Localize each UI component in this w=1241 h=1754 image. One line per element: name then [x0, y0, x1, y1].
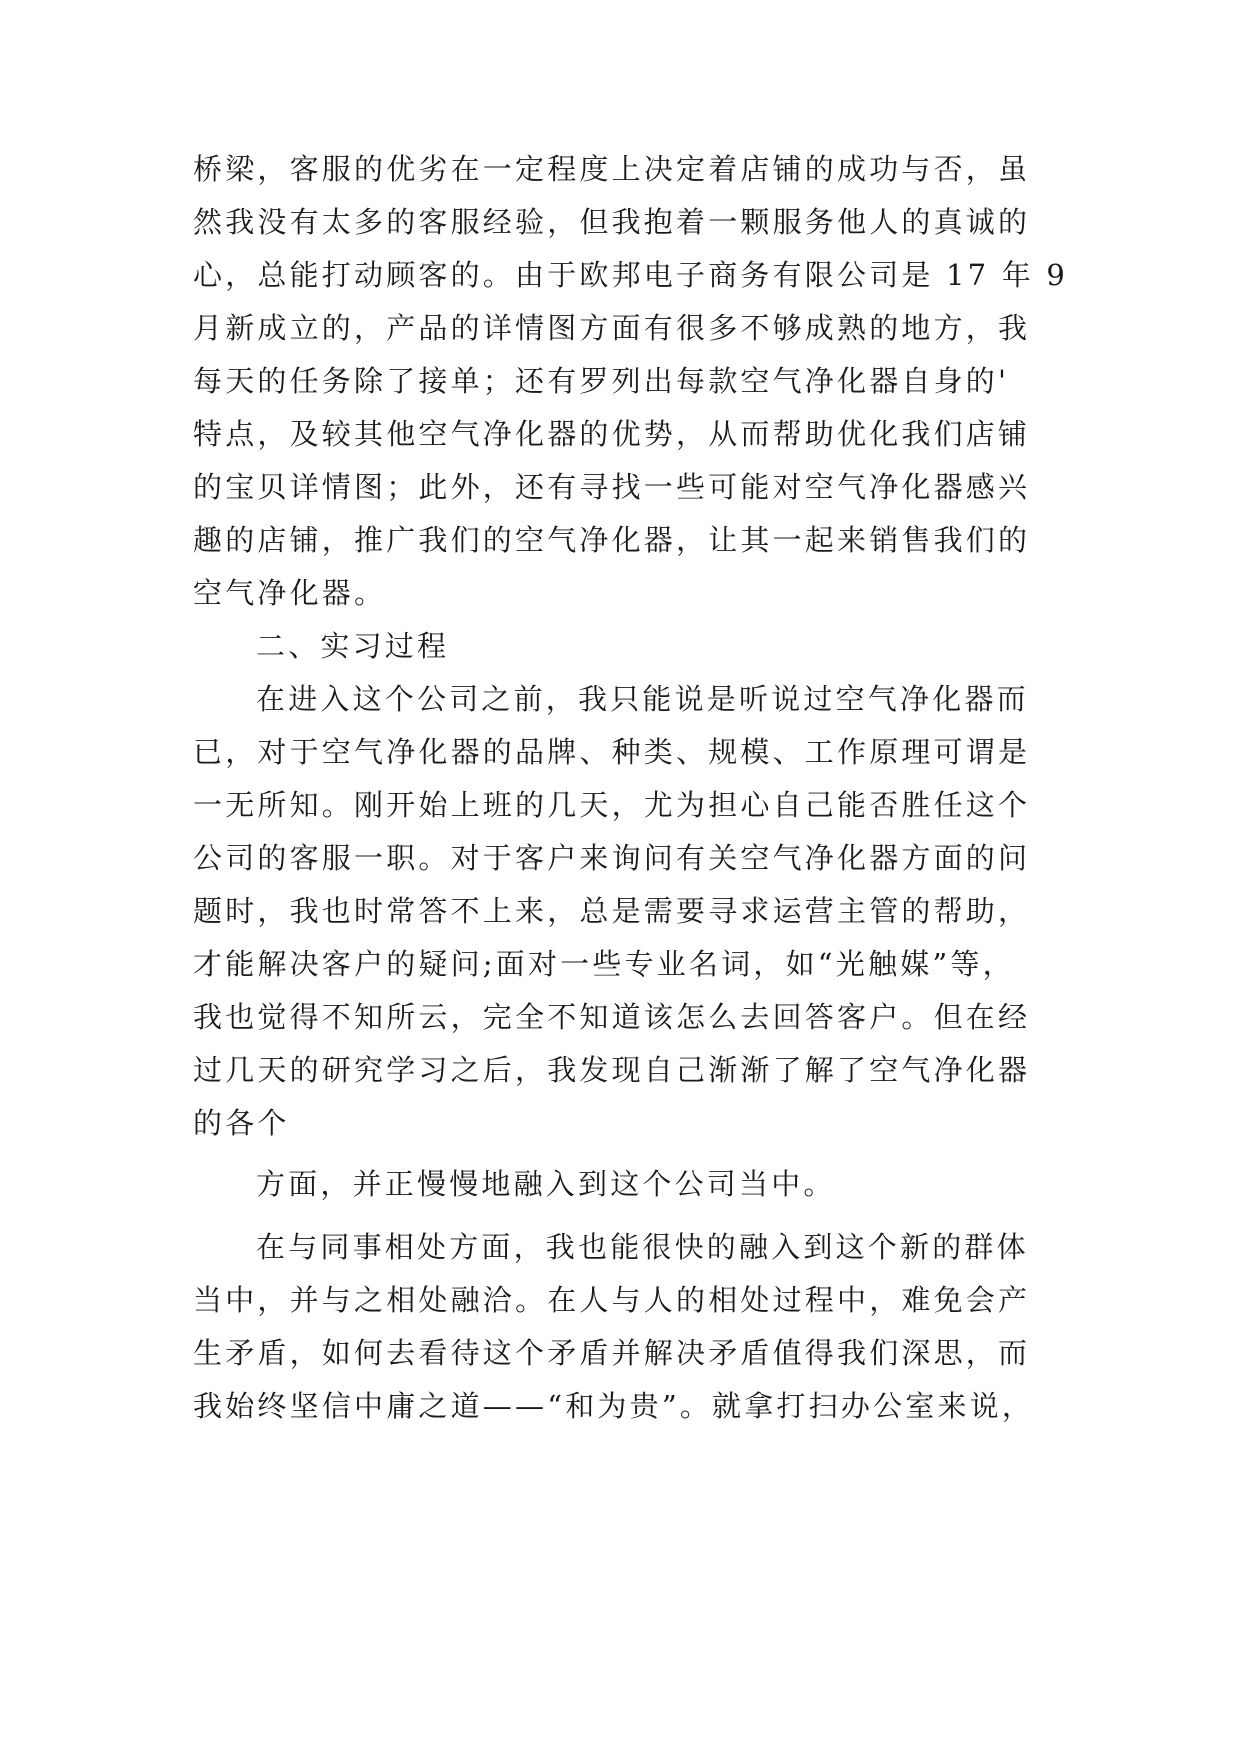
text-line: 空气净化器。 — [193, 576, 387, 610]
text-line: 一无所知。刚开始上班的几天，尤为担心自己能否胜任这个 — [193, 788, 1031, 822]
text-line: 公司的客服一职。对于客户来询问有关空气净化器方面的问 — [193, 841, 1031, 875]
text-line: 每天的任务除了接单；还有罗列出每款空气净化器自身的' — [193, 364, 1010, 398]
text-line: 已，对于空气净化器的品牌、种类、规模、工作原理可谓是 — [193, 735, 1031, 769]
text-line: 方面，并正慢慢地融入到这个公司当中。 — [256, 1167, 836, 1201]
text-line: 我也觉得不知所云，完全不知道该怎么去回答客户。但在经 — [193, 1000, 1031, 1034]
text-line: 的宝贝详情图；此外，还有寻找一些可能对空气净化器感兴 — [193, 470, 1031, 504]
text-line: 然我没有太多的客服经验，但我抱着一颗服务他人的真诚的 — [193, 205, 1031, 239]
text-line: 桥梁，客服的优劣在一定程度上决定着店铺的成功与否，虽 — [193, 152, 1031, 186]
text-line: 趣的店铺，推广我们的空气净化器，让其一起来销售我们的 — [193, 523, 1031, 557]
text-line: 在与同事相处方面，我也能很快的融入到这个新的群体 — [256, 1230, 1029, 1264]
text-line: 我始终坚信中庸之道——“和为贵”。就拿打扫办公室来说， — [193, 1389, 1035, 1423]
text-line: 过几天的研究学习之后，我发现自己渐渐了解了空气净化器 — [193, 1053, 1031, 1087]
text-line: 心，总能打动顾客的。由于欧邦电子商务有限公司是 17 年 9 — [193, 258, 1069, 292]
text-line: 生矛盾，如何去看待这个矛盾并解决矛盾值得我们深思，而 — [193, 1336, 1031, 1370]
text-line: 当中，并与之相处融洽。在人与人的相处过程中，难免会产 — [193, 1283, 1031, 1317]
text-line: 题时，我也时常答不上来，总是需要寻求运营主管的帮助， — [193, 894, 1031, 928]
text-line: 特点，及较其他空气净化器的优势，从而帮助优化我们店铺 — [193, 417, 1031, 451]
text-line: 月新成立的，产品的详情图方面有很多不够成熟的地方，我 — [193, 311, 1031, 345]
text-line: 才能解决客户的疑问;面对一些专业名词，如“光触媒”等， — [193, 947, 1015, 981]
section-heading: 二、实习过程 — [256, 629, 450, 663]
text-line: 在进入这个公司之前，我只能说是听说过空气净化器而 — [256, 682, 1029, 716]
text-line: 的各个 — [193, 1106, 290, 1140]
